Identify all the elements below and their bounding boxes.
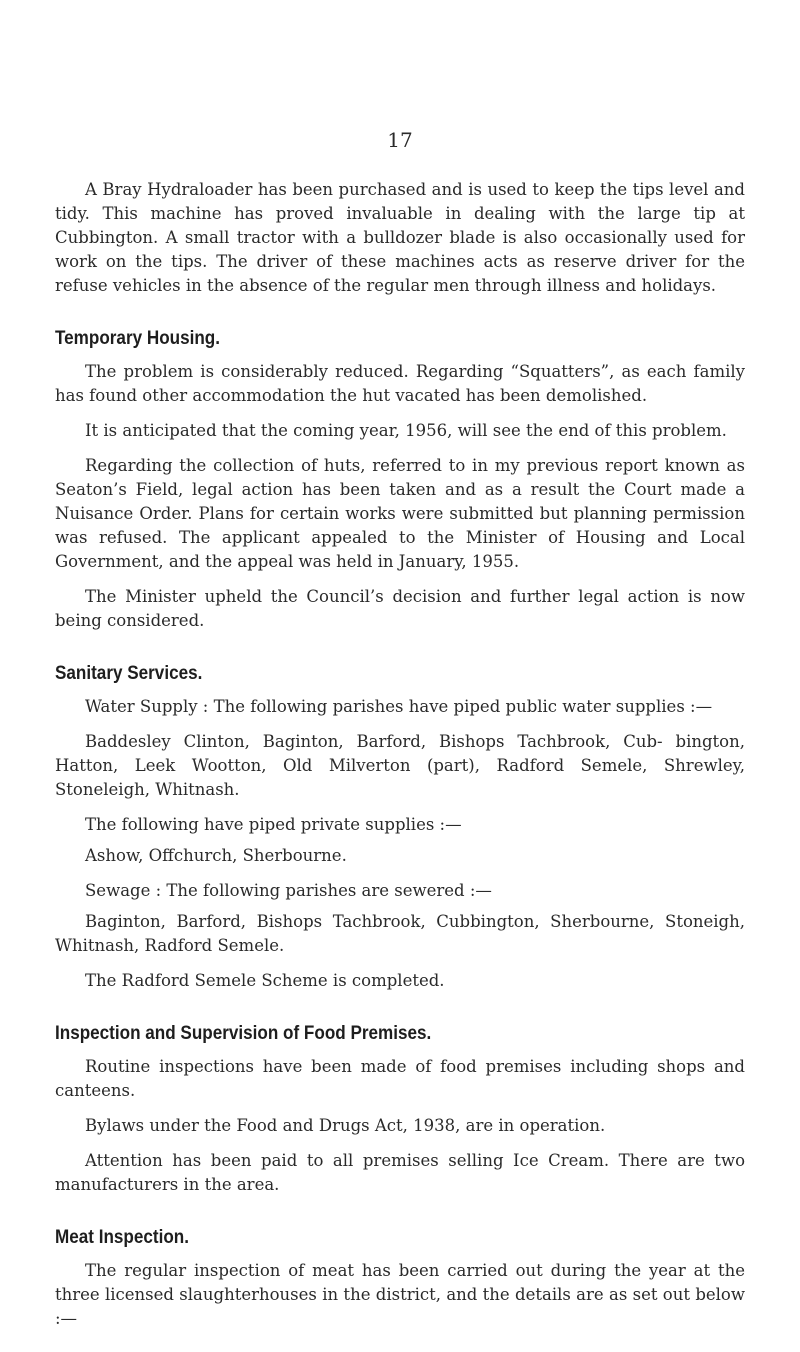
paragraph: The Radford Semele Scheme is completed.	[85, 971, 445, 990]
section-sanitary-services	[55, 662, 745, 993]
section-heading: Inspection and Supervision of Food Premises.	[55, 1023, 432, 1044]
paragraph: Sewage : The following parishes are sewered :—	[85, 881, 492, 900]
paragraph: Routine inspections have been made of food premises including shops and canteens.	[55, 1057, 745, 1100]
paragraph: Regarding the collection of huts, referred to in my previous report known as Seaton’s Field, legal action has been taken and as a result the Court made a Nuisance Order. Plans for certain works were submitted but planning permission was refused. The applicant appealed to the Minister of Housing and Local Government, and the appeal was held in January, 1955.	[55, 456, 745, 571]
paragraph: Baginton, Barford, Bishops Tachbrook, Cubbington, Sherbourne, Stoneigh, Whitnash, Radford Semele.	[55, 912, 745, 955]
paragraph: The following have piped private supplies :—	[85, 815, 462, 834]
paragraph: Baddesley Clinton, Baginton, Barford, Bishops Tachbrook, Cub- bington, Hatton, Leek Wootton, Old Milverton (part), Radford Semele, Shrewley, Stoneleigh, Whitnash.	[55, 732, 745, 799]
paragraph: Attention has been paid to all premises selling Ice Cream. There are two manufacturers in the area.	[55, 1151, 745, 1194]
page-content	[55, 178, 745, 1342]
paragraph: Water Supply : The following parishes have piped public water supplies :—	[85, 697, 713, 716]
paragraph: The regular inspection of meat has been carried out during the year at the three licensed slaughterhouses in the district, and the details are as set out below :—	[55, 1261, 745, 1328]
intro-paragraph: A Bray Hydraloader has been purchased and is used to keep the tips level and tidy. This machine has proved invaluable in dealing with the large tip at Cubbington. A small tractor with a bulldozer blade is also occasionally used for work on the tips. The driver of these machines acts as reserve driver for the refuse vehicles in the absence of the regular men through illness and holidays.	[55, 180, 745, 295]
section-heading: Sanitary Services.	[55, 663, 203, 684]
section-heading: Meat Inspection.	[55, 1227, 189, 1248]
page-number: 17	[387, 128, 413, 152]
paragraph: Ashow, Offchurch, Sherbourne.	[85, 846, 347, 865]
paragraph: Bylaws under the Food and Drugs Act, 1938, are in operation.	[85, 1116, 606, 1135]
paragraph: The problem is considerably reduced. Regarding “Squatters”, as each family has found other accommodation the hut vacated has been demolished.	[55, 362, 745, 405]
section-meat-inspection	[55, 1226, 745, 1331]
paragraph: The Minister upheld the Council’s decision and further legal action is now being considered.	[55, 587, 745, 630]
section-temporary-housing	[55, 327, 745, 633]
section-heading: Temporary Housing.	[55, 328, 221, 349]
section-food-premises	[55, 1022, 745, 1197]
paragraph: It is anticipated that the coming year, 1956, will see the end of this problem.	[85, 421, 727, 440]
